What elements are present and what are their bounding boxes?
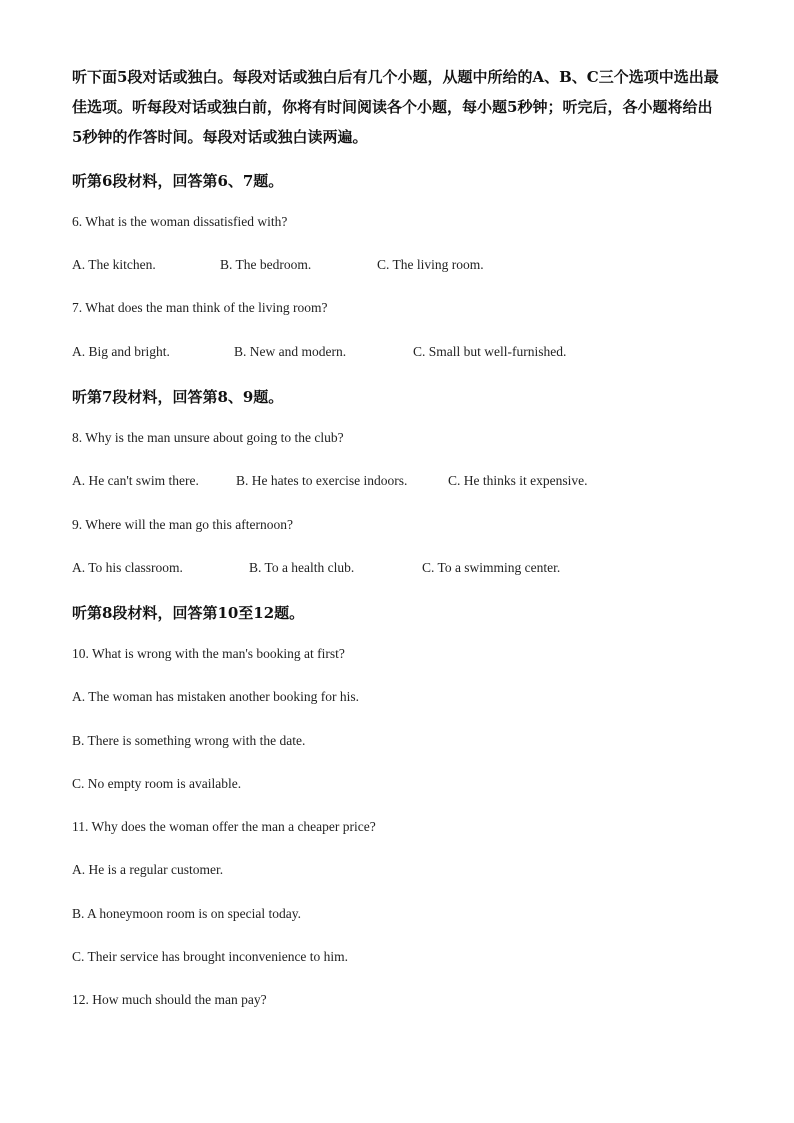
question-6: 6. What is the woman dissatisfied with?: [72, 214, 288, 229]
option-b: B. To a health club.: [249, 560, 355, 575]
option-b: B. New and modern.: [234, 344, 347, 359]
question-12: 12. How much should the man pay?: [72, 992, 267, 1007]
question-11-option-a: A. He is a regular customer.: [72, 862, 224, 877]
option-c: C. The living room.: [377, 257, 484, 272]
section-heading-8: 听第8段材料，回答第10至12题。: [72, 604, 305, 622]
option-a: A. Big and bright.: [72, 344, 170, 359]
question-8: 8. Why is the man unsure about going to the club?: [72, 430, 344, 445]
option-a: A. To his classroom.: [72, 560, 183, 575]
section-heading-7: 听第7段材料，回答第8、9题。: [72, 388, 284, 406]
option-b: B. The bedroom.: [220, 257, 312, 272]
question-11-option-c: C. Their service has brought inconvenience to him.: [72, 949, 349, 964]
question-11-option-b: B. A honeymoon room is on special today.: [72, 906, 301, 921]
question-10: 10. What is wrong with the man's booking at first?: [72, 646, 345, 661]
option-b: B. He hates to exercise indoors.: [236, 473, 408, 488]
option-c: C. To a swimming center.: [422, 560, 561, 575]
question-10-option-c: C. No empty room is available.: [72, 776, 242, 791]
option-a: A. The kitchen.: [72, 257, 156, 272]
option-c: C. Small but well-furnished.: [413, 344, 567, 359]
option-a: A. He can't swim there.: [72, 473, 199, 488]
question-10-option-a: A. The woman has mistaken another booking for his.: [72, 689, 359, 704]
listening-instructions: 听下面5段对话或独白。每段对话或独白后有几个小题，从题中所给的A、B、C三个选项中选出最佳选项。听每段对话或独白前，你将有时间阅读各个小题，每小题5秒钟；听完后，各小题将给出5秒钟的作答时间。每段对话或独白读两遍。: [72, 68, 719, 146]
section-heading-6: 听第6段材料，回答第6、7题。: [72, 172, 284, 190]
question-11: 11. Why does the woman offer the man a cheaper price?: [72, 819, 376, 834]
question-7: 7. What does the man think of the living room?: [72, 300, 328, 315]
option-c: C. He thinks it expensive.: [448, 473, 588, 488]
question-10-option-b: B. There is something wrong with the date.: [72, 733, 306, 748]
question-9: 9. Where will the man go this afternoon?: [72, 517, 293, 532]
